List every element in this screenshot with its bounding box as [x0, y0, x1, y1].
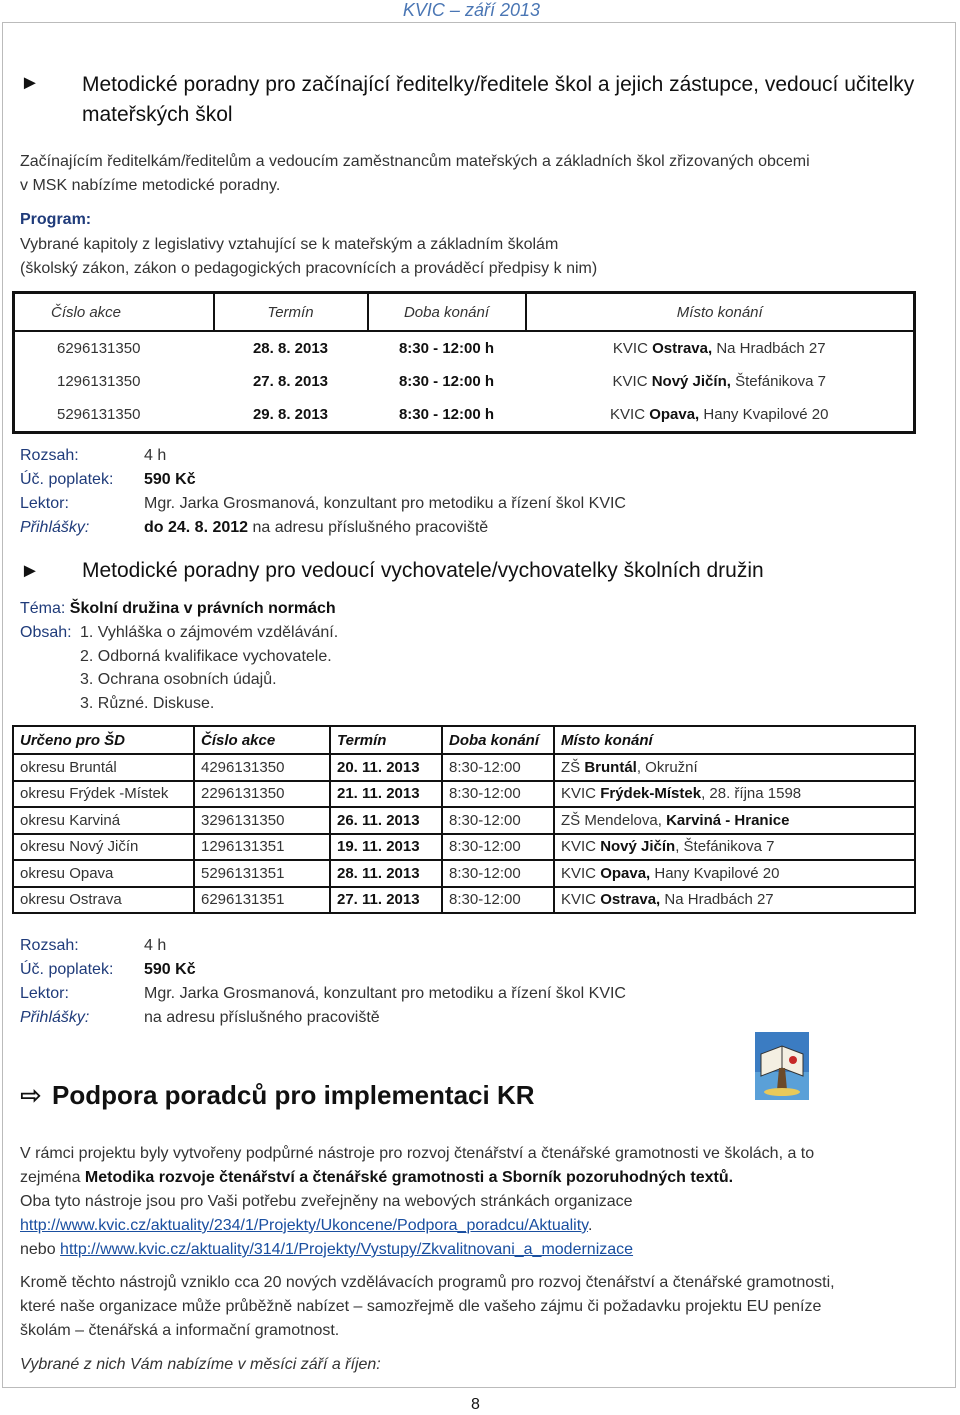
place-city: Ostrava, [600, 891, 661, 909]
col-header-code: Číslo akce [194, 726, 330, 754]
obsah-item: 2. Odborná kvalifikace vychovatele. [80, 648, 332, 665]
info1-rozsah [20, 444, 166, 468]
cell-time: 8:30 - 12:00 h [398, 373, 495, 390]
page-number: 8 [471, 1396, 480, 1413]
link1-after: . [588, 1217, 593, 1234]
place-prefix: KVIC [610, 406, 650, 423]
prihlasky-deadline: do 24. 8. 2012 [144, 519, 249, 536]
cell-for: okresu Bruntál [13, 754, 194, 781]
place-street: , Štefánikova 7 [675, 838, 775, 856]
prihlasky-rest: na adresu příslušného pracoviště [248, 519, 489, 536]
info1-lektor [20, 492, 626, 516]
page-header: KVIC – září 2013 [402, 0, 540, 20]
tema-label: Téma: [20, 600, 66, 617]
prihlasky-label: Přihlášky: [20, 519, 90, 536]
lektor-value: Mgr. Jarka Grosmanová, konzultant pro metodiku a řízení škol KVIC [144, 495, 626, 512]
p1-line2-highlight: Metodika rozvoje čtenářství a čtenářské gramotnosti a Sborník pozoruhodných textů. [84, 1169, 734, 1186]
section2-title: Metodické poradny pro vedoucí vychovatele/vychovatelky školních družin [82, 559, 764, 582]
section1-intro-line2: v MSK nabízíme metodické poradny. [20, 177, 281, 194]
section3-p2-line2: které naše organizace může průběžně nabízet – samozřejmě dle vašeho zájmu či požadavku projektu EU peníze [20, 1298, 822, 1315]
rozsah-label: Rozsah: [20, 447, 79, 464]
cell-time: 8:30-12:00 [442, 781, 554, 808]
place-prefix: KVIC [561, 838, 601, 856]
place-city: Ostrava, [652, 340, 713, 357]
section3-p2-line3: školám – čtenářská a informační gramotnost. [20, 1322, 340, 1339]
info2-rozsah [20, 934, 166, 958]
cell-time: 8:30-12:00 [442, 860, 554, 887]
obsah-item: 3. Ochrana osobních údajů. [80, 671, 277, 688]
place-prefix: ZŠ [561, 758, 585, 776]
table-header-row [14, 293, 915, 332]
cell-for: okresu Opava [13, 860, 194, 887]
cell-place [526, 331, 915, 365]
col-header-time: Doba konání [442, 726, 554, 754]
place-city: Opava, [600, 864, 651, 882]
cell-time: 8:30-12:00 [442, 834, 554, 861]
cell-code: 2296131350 [194, 781, 330, 808]
cell-code: 6296131350 [57, 340, 141, 357]
cell-date: 26. 11. 2013 [330, 807, 442, 834]
place-street: , Okružní [636, 758, 698, 776]
cell-place [554, 887, 915, 914]
program-label: Program: [20, 211, 92, 228]
place-street: Štefánikova 7 [730, 373, 826, 390]
place-city: Frýdek-Místek [600, 785, 702, 803]
col-header-time: Doba konání [368, 293, 526, 332]
table-row [13, 754, 915, 781]
info1-prihlasky [20, 516, 488, 540]
obsah-item: 1. Vyhláška o zájmovém vzdělávání. [80, 624, 339, 641]
cell-date: 28. 11. 2013 [330, 860, 442, 887]
place-street: Hany Kvapilové 20 [650, 864, 780, 882]
info2-prihlasky [20, 1006, 380, 1030]
rozsah-label: Rozsah: [20, 937, 79, 954]
obsah-item: 3. Různé. Diskuse. [80, 695, 215, 712]
info1-poplatek [20, 468, 196, 492]
section1-table [12, 291, 916, 434]
cell-place [554, 807, 915, 834]
place-street: Na Hradbách 27 [712, 340, 826, 357]
link2-line [20, 1238, 633, 1262]
section1-intro-line1: Začínajícím ředitelkám/ředitelům a vedoucím zaměstnancům mateřských a základních škol zřizovaných obcemi [20, 153, 810, 170]
lektor-value: Mgr. Jarka Grosmanová, konzultant pro metodiku a řízení škol KVIC [144, 985, 626, 1002]
place-prefix: KVIC [612, 373, 652, 390]
cell-for: okresu Ostrava [13, 887, 194, 914]
poplatek-value: 590 Kč [144, 471, 196, 488]
section3-title: Podpora poradců pro implementaci KR [52, 1080, 535, 1110]
place-city: Karviná - Hranice [666, 811, 790, 829]
place-city: Nový Jičín, [651, 373, 731, 390]
cell-code: 6296131351 [194, 887, 330, 914]
cell-date: 27. 8. 2013 [252, 373, 329, 390]
table-row [14, 398, 915, 433]
rozsah-value: 4 h [144, 447, 167, 464]
poplatek-label: Úč. poplatek: [20, 961, 114, 978]
info2-lektor [20, 982, 626, 1006]
p1-line2-prefix: zejména [20, 1169, 85, 1186]
cell-place [526, 365, 915, 398]
cell-code: 1296131351 [194, 834, 330, 861]
col-header-date: Termín [214, 293, 368, 332]
cell-place [554, 834, 915, 861]
cell-time: 8:30 - 12:00 h [398, 340, 495, 357]
section2-table [12, 725, 916, 914]
book-illustration-icon [755, 1032, 809, 1100]
table-row [13, 860, 915, 887]
cell-date: 19. 11. 2013 [330, 834, 442, 861]
lektor-label: Lektor: [20, 495, 69, 512]
cell-date: 20. 11. 2013 [330, 754, 442, 781]
col-header-place: Místo konání [526, 293, 915, 332]
col-header-code: Číslo akce [14, 293, 214, 332]
program-line1: Vybrané kapitoly z legislativy vztahující se k mateřským a základním školám [20, 236, 559, 253]
prihlasky-value: na adresu příslušného pracoviště [144, 1009, 380, 1026]
link1-line [20, 1214, 592, 1238]
place-city: Bruntál [584, 758, 637, 776]
right-arrow-icon: ⇨ [20, 1080, 42, 1110]
table-header-row [13, 726, 915, 754]
cell-code: 3296131350 [194, 807, 330, 834]
poplatek-value: 590 Kč [144, 961, 196, 978]
cell-for: okresu Nový Jičín [13, 834, 194, 861]
table-row [13, 781, 915, 808]
col-header-date: Termín [330, 726, 442, 754]
cell-for: okresu Karviná [13, 807, 194, 834]
place-street: Na Hradbách 27 [660, 891, 774, 909]
cell-time: 8:30-12:00 [442, 887, 554, 914]
nebo-text: nebo [20, 1241, 61, 1258]
cell-place [554, 781, 915, 808]
cell-code: 5296131351 [194, 860, 330, 887]
table-row [14, 365, 915, 398]
cell-time: 8:30-12:00 [442, 807, 554, 834]
prihlasky-label: Přihlášky: [20, 1009, 90, 1026]
place-prefix: KVIC [561, 864, 601, 882]
cell-for: okresu Frýdek -Místek [13, 781, 194, 808]
table-row [13, 834, 915, 861]
program-line2: (školský zákon, zákon o pedagogických pracovnících a prováděcí předpisy k nim) [20, 260, 598, 277]
cell-date: 27. 11. 2013 [330, 887, 442, 914]
section3-p2-line1: Kromě těchto nástrojů vzniklo cca 20 nových vzdělávacích programů pro rozvoj čtenářství a čtenářské gramotnosti, [20, 1274, 835, 1291]
black-right-pointer-icon: ► [20, 72, 40, 94]
table-row [13, 887, 915, 914]
section3-p1-line2 [20, 1166, 733, 1190]
section3-p1-line1: V rámci projektu byly vytvořeny podpůrné nástroje pro rozvoj čtenářství a čtenářské gramotnosti ve školách, a to [20, 1145, 815, 1162]
lektor-label: Lektor: [20, 985, 69, 1002]
cell-code: 4296131350 [194, 754, 330, 781]
cell-place [554, 860, 915, 887]
kvic-link-2[interactable]: http://www.kvic.cz/aktuality/314/1/Projekty/Vystupy/Zkvalitnovani_a_modernizace [60, 1241, 634, 1258]
place-street: , 28. října 1598 [701, 785, 802, 803]
tema-line [20, 597, 336, 621]
kvic-link-1[interactable]: http://www.kvic.cz/aktuality/234/1/Projekty/Ukoncene/Podpora_poradcu/Aktuality [20, 1217, 588, 1234]
place-prefix: KVIC [561, 891, 601, 909]
cell-date: 28. 8. 2013 [252, 340, 329, 357]
cell-code: 5296131350 [57, 406, 141, 423]
poplatek-label: Úč. poplatek: [20, 471, 114, 488]
col-header-for: Určeno pro ŠD [13, 726, 194, 754]
place-city: Nový Jičín [600, 838, 676, 856]
cell-date: 29. 8. 2013 [252, 406, 329, 423]
obsah-label: Obsah: [20, 624, 72, 641]
place-prefix: KVIC [612, 340, 653, 357]
cell-time: 8:30 - 12:00 h [398, 406, 495, 423]
cell-place [526, 398, 915, 433]
place-street: Hany Kvapilové 20 [699, 406, 829, 423]
table-row [13, 807, 915, 834]
rozsah-value: 4 h [144, 937, 167, 954]
place-prefix: ZŠ Mendelova, [561, 811, 667, 829]
black-right-pointer-icon: ► [20, 560, 40, 582]
info2-poplatek [20, 958, 196, 982]
section3-p1-line3: Oba tyto nástroje jsou pro Vaši potřebu zveřejněny na webových stránkách organizace [20, 1193, 633, 1210]
table-row [14, 331, 915, 365]
cell-time: 8:30-12:00 [442, 754, 554, 781]
cell-date: 21. 11. 2013 [330, 781, 442, 808]
cell-place [554, 754, 915, 781]
section3-p3: Vybrané z nich Vám nabízíme v měsíci září a říjen: [20, 1356, 381, 1373]
place-prefix: KVIC [561, 785, 601, 803]
tema-value: Školní družina v právních normách [69, 600, 336, 617]
cell-code: 1296131350 [57, 373, 141, 390]
col-header-place: Místo konání [554, 726, 915, 754]
place-city: Opava, [649, 406, 700, 423]
section1-title: Metodické poradny pro začínající ředitelky/ředitele škol a jejich zástupce, vedoucí učitelky mateřských škol [82, 73, 915, 126]
